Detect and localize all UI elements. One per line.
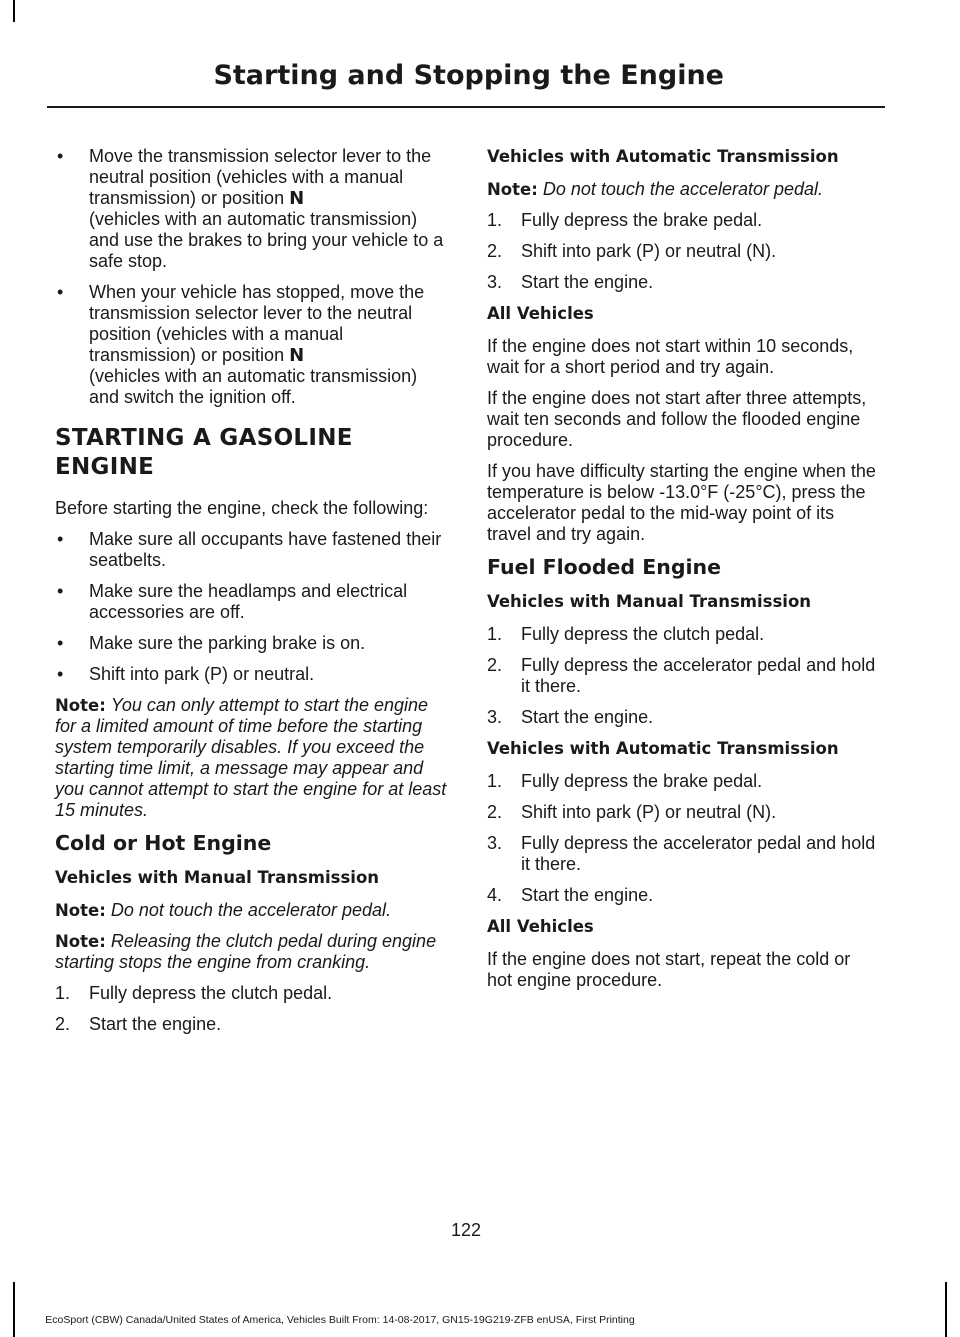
footer-text: EcoSport (CBW) Canada/United States of America, Vehicles Built From: 14-08-2017, GN15-19G219-ZFB enUSA, First Printing bbox=[45, 1314, 635, 1326]
bullet-icon: • bbox=[57, 581, 64, 601]
list-item: 2. Fully depress the accelerator pedal and hold it there. bbox=[487, 655, 876, 696]
list-item: 3. Start the engine. bbox=[487, 272, 654, 292]
page-number: 122 bbox=[450, 1220, 482, 1240]
paragraph: If the engine does not start within 10 seconds, wait for a short period and try again. bbox=[487, 336, 854, 377]
list-item: 1. Fully depress the clutch pedal. bbox=[487, 624, 765, 644]
list-item: 2. Shift into park (P) or neutral (N). bbox=[487, 241, 777, 261]
crop-mark-bottom-right bbox=[945, 1282, 947, 1337]
list-item: • Make sure all occupants have fastened their seatbelts. bbox=[57, 529, 442, 570]
list-item: • Move the transmission selector lever to the neutral position (vehicles with a manual transmission) or position N (vehicles with an automatic transmission) and use the brakes to bring your vehicle to a safe stop. bbox=[57, 146, 444, 271]
paragraph: If the engine does not start, repeat the cold or hot engine procedure. bbox=[487, 949, 851, 990]
gear-position-n: N bbox=[289, 345, 305, 366]
paragraph: If you have difficulty starting the engine when the temperature is below -13.0°F (-25°C), press the accelerator pedal to the mid-way point of its travel and try again. bbox=[487, 461, 876, 544]
sub-subsection-heading: All Vehicles bbox=[487, 917, 594, 936]
list-item: • Make sure the parking brake is on. bbox=[57, 633, 366, 653]
crop-mark-bottom-left bbox=[13, 1282, 15, 1337]
sub-subsection-heading: Vehicles with Manual Transmission bbox=[55, 868, 380, 887]
list-item: • When your vehicle has stopped, move the transmission selector lever to the neutral position (vehicles with a manual transmission) or position N (vehicles with an automatic transmission) and switch the ignition off. bbox=[57, 282, 425, 407]
sub-subsection-heading: Vehicles with Automatic Transmission bbox=[487, 147, 839, 166]
section-heading: STARTING A GASOLINE ENGINE bbox=[55, 425, 353, 480]
paragraph: If the engine does not start after three attempts, wait ten seconds and follow the flooded engine procedure. bbox=[487, 388, 867, 450]
list-item: 3. Fully depress the accelerator pedal and hold it there. bbox=[487, 833, 876, 874]
list-item: 3. Start the engine. bbox=[487, 707, 654, 727]
list-item: 2. Start the engine. bbox=[55, 1014, 222, 1034]
right-column bbox=[487, 146, 880, 1001]
page-title: Starting and Stopping the Engine bbox=[213, 60, 724, 91]
gear-position-n: N bbox=[289, 188, 305, 209]
note: Note: Do not touch the accelerator pedal. bbox=[55, 900, 392, 920]
title-divider bbox=[47, 106, 885, 108]
left-column bbox=[55, 146, 447, 1045]
bullet-icon: • bbox=[57, 664, 64, 684]
intro-paragraph: Before starting the engine, check the following: bbox=[55, 498, 429, 518]
note: Note: Releasing the clutch pedal during engine starting stops the engine from cranking. bbox=[55, 931, 437, 972]
sub-subsection-heading: Vehicles with Manual Transmission bbox=[487, 592, 812, 611]
bullet-icon: • bbox=[57, 282, 64, 302]
note: Note: Do not touch the accelerator pedal. bbox=[487, 179, 824, 199]
subsection-heading: Fuel Flooded Engine bbox=[487, 555, 722, 579]
subsection-heading: Cold or Hot Engine bbox=[55, 831, 272, 855]
list-item: • Shift into park (P) or neutral. bbox=[57, 664, 315, 684]
bullet-icon: • bbox=[57, 633, 64, 653]
sub-subsection-heading: All Vehicles bbox=[487, 304, 594, 323]
bullet-icon: • bbox=[57, 529, 64, 549]
list-item: 1. Fully depress the clutch pedal. bbox=[55, 983, 333, 1003]
list-item: 4. Start the engine. bbox=[487, 885, 654, 905]
note: Note: You can only attempt to start the engine for a limited amount of time before the starting system temporarily disables. If you exceed the starting time limit, a message may appear and you cannot attempt to start the engine for at least 15 minutes. bbox=[55, 695, 447, 820]
bullet-icon: • bbox=[57, 146, 64, 166]
sub-subsection-heading: Vehicles with Automatic Transmission bbox=[487, 739, 839, 758]
list-item: 1. Fully depress the brake pedal. bbox=[487, 210, 763, 230]
list-item: • Make sure the headlamps and electrical accessories are off. bbox=[57, 581, 408, 622]
crop-mark-top-left bbox=[13, 0, 15, 22]
list-item: 2. Shift into park (P) or neutral (N). bbox=[487, 802, 777, 822]
list-item: 1. Fully depress the brake pedal. bbox=[487, 771, 763, 791]
